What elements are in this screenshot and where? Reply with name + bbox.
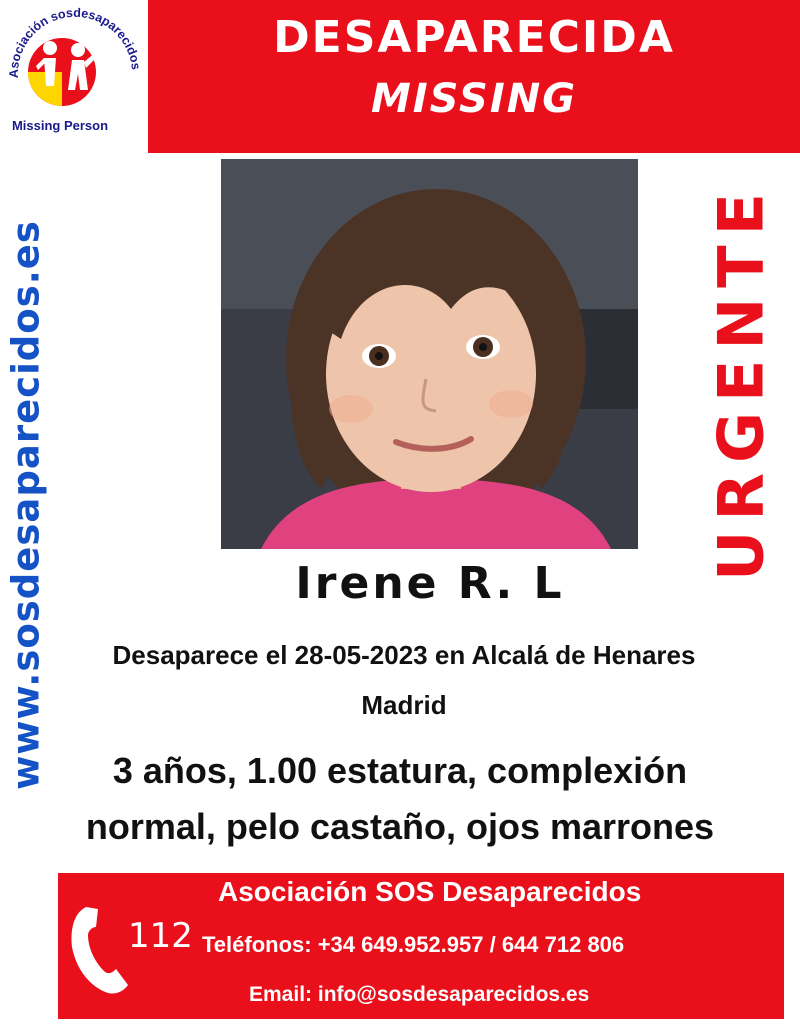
description-line-1: 3 años, 1.00 estatura, complexión: [112, 750, 688, 791]
emergency-number[interactable]: 112: [128, 916, 193, 956]
contact-email[interactable]: Email: info@sosdesaparecidos.es: [249, 983, 590, 1006]
person-name: Irene R. L: [295, 558, 565, 609]
header-banner: [148, 0, 800, 153]
contact-box: [58, 873, 784, 1019]
logo-emblem-icon: [28, 38, 98, 106]
disappearance-info: Desaparece el 28-05-2023 en Alcalá de Henares: [112, 640, 696, 670]
logo-arc-text: Asociación sosdesaparecidos: [6, 5, 144, 79]
missing-person-photo: [221, 159, 638, 549]
website-url[interactable]: www.sosdesaparecidos.es: [4, 220, 48, 790]
header-subtitle: MISSING: [370, 76, 578, 122]
urgent-label: URGENTE: [704, 183, 778, 581]
province: Madrid: [361, 690, 447, 720]
description-line-2: normal, pelo castaño, ojos marrones: [85, 806, 715, 847]
organization-logo: [0, 0, 145, 150]
header-title: DESAPARECIDA: [273, 12, 675, 63]
phone-numbers[interactable]: Teléfonos: +34 649.952.957 / 644 712 806: [202, 932, 625, 957]
organization-name: Asociación SOS Desaparecidos: [218, 876, 642, 907]
logo-caption: Missing Person: [11, 118, 109, 133]
